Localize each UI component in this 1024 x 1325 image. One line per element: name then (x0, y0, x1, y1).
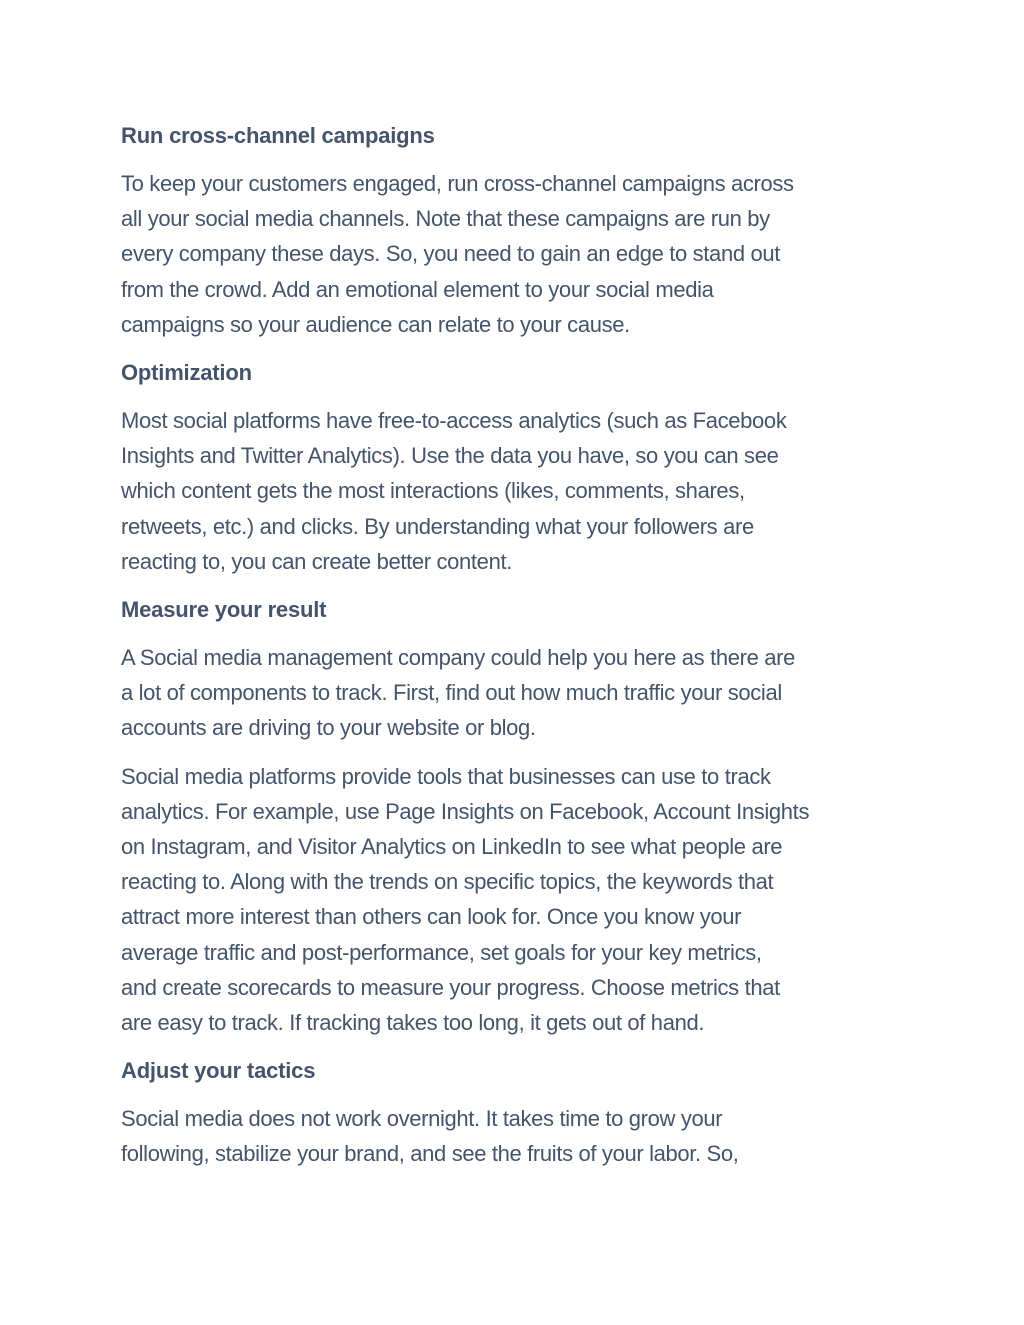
section-paragraph (121, 403, 911, 579)
paragraph-line: on Instagram, and Visitor Analytics on LinkedIn to see what people are (121, 834, 783, 860)
paragraph-line: following, stabilize your brand, and see the fruits of your labor. So, (121, 1141, 739, 1167)
paragraph-line: reacting to. Along with the trends on specific topics, the keywords that (121, 869, 774, 895)
paragraph-line: Social media does not work overnight. It takes time to grow your (121, 1106, 723, 1132)
paragraph-line: To keep your customers engaged, run cross-channel campaigns across (121, 171, 794, 196)
paragraph-line: a lot of components to track. First, find out how much traffic your social (121, 680, 782, 706)
paragraph-line: Social media platforms provide tools that businesses can use to track (121, 763, 771, 789)
paragraph-line: analytics. For example, use Page Insights on Facebook, Account Insights (121, 798, 810, 824)
paragraph-line: all your social media channels. Note that these campaigns are run by (121, 206, 770, 232)
paragraph-line: and create scorecards to measure your progress. Choose metrics that (121, 974, 780, 1000)
paragraph-line: are easy to track. If tracking takes too long, it gets out of hand. (121, 1010, 705, 1036)
section-heading: Run cross-channel campaigns (121, 123, 435, 148)
paragraph-line: which content gets the most interactions (likes, comments, shares, (121, 478, 745, 504)
paragraph-line: retweets, etc.) and clicks. By understanding what your followers are (121, 513, 754, 539)
paragraph-line: accounts are driving to your website or blog. (121, 715, 536, 741)
section-paragraph (121, 1101, 911, 1171)
section-paragraph (121, 759, 911, 1041)
paragraph-line: Most social platforms have free-to-access analytics (such as Facebook (121, 408, 787, 434)
section-heading: Adjust your tactics (121, 1058, 316, 1084)
paragraph-line: Insights and Twitter Analytics). Use the data you have, so you can see (121, 443, 779, 469)
document-body (121, 118, 911, 1185)
section-paragraph (121, 640, 911, 746)
paragraph-line: A Social media management company could help you here as there are (121, 645, 795, 671)
paragraph-line: attract more interest than others can look for. Once you know your (121, 904, 742, 930)
section-heading: Measure your result (121, 597, 327, 623)
paragraph-line: every company these days. So, you need to gain an edge to stand out (121, 241, 781, 267)
paragraph-line: from the crowd. Add an emotional element to your social media (121, 276, 714, 302)
section-heading: Optimization (121, 360, 252, 386)
paragraph-line: reacting to, you can create better content. (121, 548, 512, 574)
section-paragraph (121, 166, 911, 342)
paragraph-line: campaigns so your audience can relate to your cause. (121, 311, 630, 337)
paragraph-line: average traffic and post-performance, set goals for your key metrics, (121, 939, 762, 965)
